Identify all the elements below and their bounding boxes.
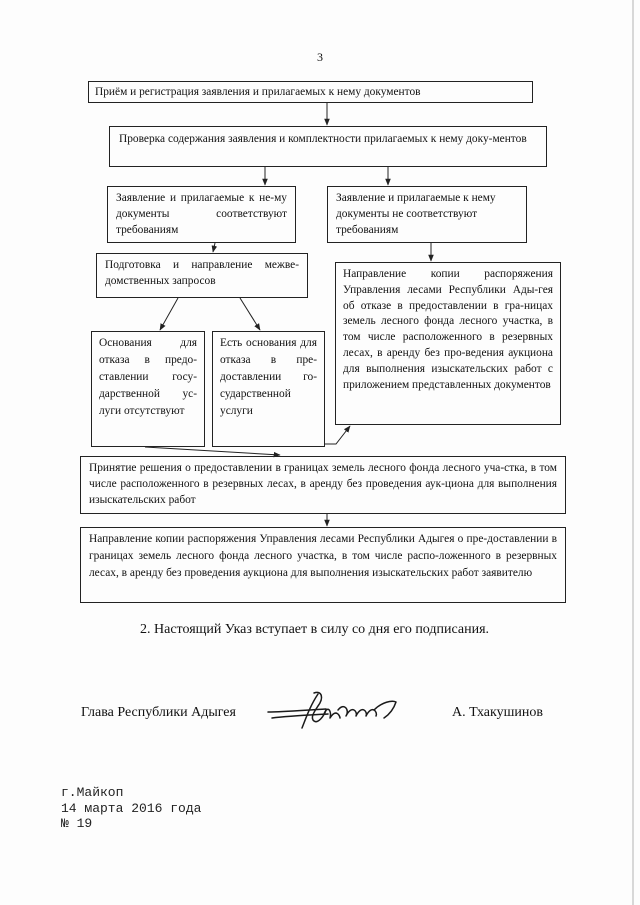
box-check xyxy=(109,126,547,167)
box-check-text: Проверка содержания заявления и комплектности прилагаемых к нему доку-ментов xyxy=(119,133,527,145)
box-decision-text: Принятие решения о предоставлении в границах земель лесного фонда лесного уча-стка, в том числе расположенного в резервных лесах, в аренду без проведения аук-циона для выполнения изыскательских работ xyxy=(89,462,557,506)
box-refusal-copy-text: Направление копии распоряжения Управления лесами Республики Ады-гея об отказе в предоставлении в гра-ницах земель лесного фонда лесного участка, в том числе расположенного в резервных лесах, в аренду без про-ведения аукциона для выполнения изыскательских работ с приложением представленных документов xyxy=(343,268,553,391)
box-has-grounds-text: Есть основания для отказа в пре-доставлении го-сударственной услуги xyxy=(220,337,317,417)
box-grant-copy xyxy=(80,527,566,603)
box-has-grounds xyxy=(212,331,325,447)
decree-date: 14 марта 2016 года xyxy=(61,801,202,816)
arrow-hasgrounds-to-refusal xyxy=(325,426,350,444)
box-reception xyxy=(88,81,533,103)
box-noncompliant-text: Заявление и прилагаемые к нему документы не соответствуют требованиям xyxy=(336,192,496,236)
handwritten-signature xyxy=(266,688,404,730)
box-decision xyxy=(80,456,566,514)
decree-number: № 19 xyxy=(61,816,93,831)
arrow-nogrounds-to-decision xyxy=(145,447,280,455)
arrow-compliant-to-interagency xyxy=(213,243,215,252)
scan-edge xyxy=(632,0,634,905)
box-refusal-copy xyxy=(335,262,561,425)
box-interagency xyxy=(96,253,308,298)
arrow-interagency-to-hasgrounds xyxy=(240,298,260,330)
arrow-interagency-to-nogrounds xyxy=(160,298,178,330)
box-reception-text: Приём и регистрация заявления и прилагаемых к нему документов xyxy=(95,86,421,98)
box-grant-copy-text: Направление копии распоряжения Управления лесами Республики Адыгея о пре-доставлении в границах земель лесного фонда лесного участка, в том числе распо-ложенного в резервных лесах, в аренду без проведения аукциона для выполнения изыскательских работ заявителю xyxy=(89,533,557,579)
decree-clause: 2. Настоящий Указ вступает в силу со дня его подписания. xyxy=(140,622,490,637)
box-noncompliant xyxy=(327,186,527,243)
place-of-signing: г.Майкоп xyxy=(61,785,124,800)
box-compliant-text: Заявление и прилагаемые к не-му документы соответствуют требованиям xyxy=(116,192,287,236)
box-compliant xyxy=(107,186,296,243)
signatory-title: Глава Республики Адыгея xyxy=(81,705,236,720)
page-number: 3 xyxy=(317,50,323,64)
box-interagency-text: Подготовка и направление межве-домственных запросов xyxy=(105,259,299,287)
box-no-grounds xyxy=(91,331,205,447)
box-no-grounds-text: Основания для отказа в предо-ставлении госу-дарственной ус-луги отсутствуют xyxy=(99,337,197,417)
signatory-name: А. Тхакушинов xyxy=(452,705,543,720)
